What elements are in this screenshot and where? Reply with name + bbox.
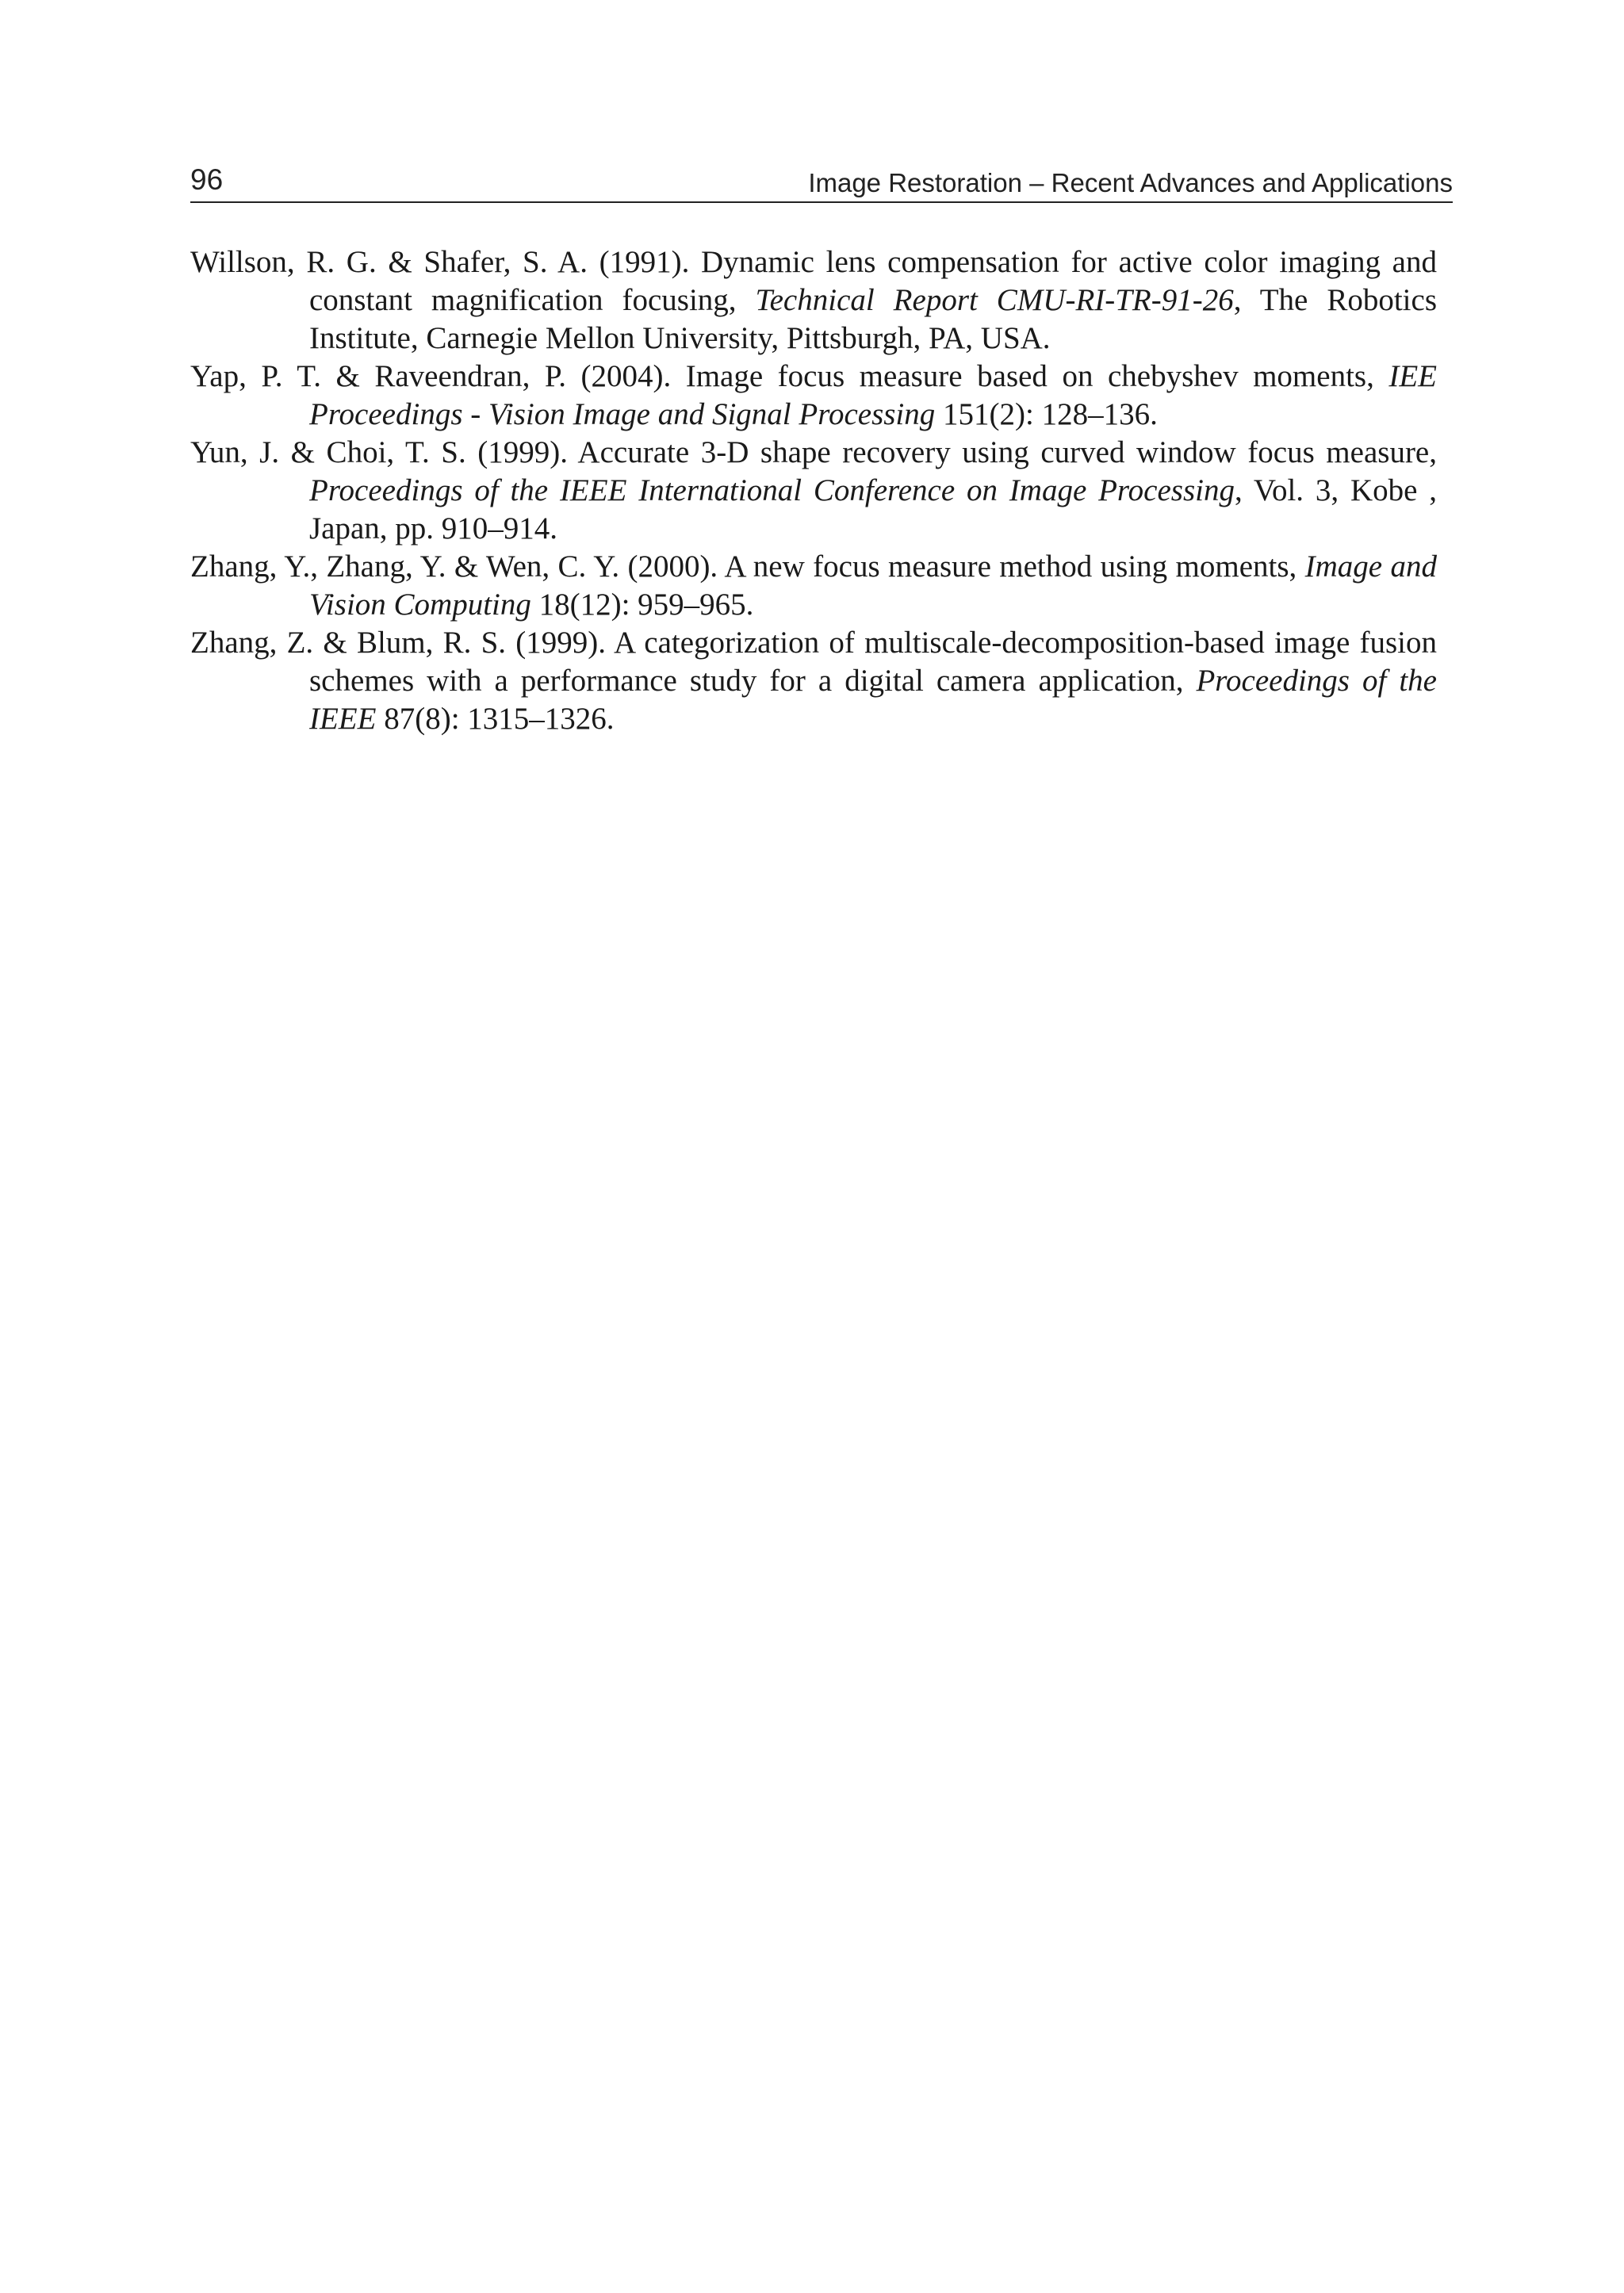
- reference-entry: [190, 358, 1437, 434]
- reference-authors-title: Yun, J. & Choi, T. S. (1999). Accurate 3-D shape recovery using curved window focus measure,: [190, 435, 1437, 469]
- reference-list: [190, 243, 1437, 738]
- reference-entry: [190, 548, 1437, 624]
- reference-source: IEE Proceedings - Vision Image and Signal Processing: [309, 359, 1437, 431]
- reference-details: 151(2): 128–136.: [935, 397, 1158, 431]
- reference-entry: [190, 624, 1437, 738]
- reference-details: , Vol. 3, Kobe , Japan, pp. 910–914.: [309, 473, 1437, 545]
- reference-source: Technical Report CMU-RI-TR-91-26: [755, 283, 1234, 317]
- reference-source: Proceedings of the IEEE International Conference on Image Processing: [309, 473, 1235, 507]
- reference-source: Proceedings of the IEEE: [309, 664, 1437, 736]
- page-header: [190, 162, 1453, 203]
- page-number: 96: [190, 163, 224, 196]
- reference-details: 87(8): 1315–1326.: [376, 702, 615, 736]
- reference-source: Image and Vision Computing: [309, 549, 1437, 622]
- reference-entry: [190, 434, 1437, 548]
- reference-authors-title: Zhang, Y., Zhang, Y. & Wen, C. Y. (2000). A new focus measure method using moments,: [190, 549, 1305, 584]
- reference-authors-title: Yap, P. T. & Raveendran, P. (2004). Image focus measure based on chebyshev moments,: [190, 359, 1389, 393]
- reference-authors-title: Zhang, Z. & Blum, R. S. (1999). A categorization of multiscale-decomposition-based image fusion schemes with a performance study for a digital camera application,: [190, 626, 1437, 698]
- reference-authors-title: Willson, R. G. & Shafer, S. A. (1991). Dynamic lens compensation for active color imaging and constant magnification focusing,: [190, 245, 1437, 317]
- reference-details: , The Robotics Institute, Carnegie Mellon University, Pittsburgh, PA, USA.: [309, 283, 1438, 355]
- reference-details: 18(12): 959–965.: [530, 588, 754, 622]
- reference-entry: [190, 243, 1437, 358]
- running-title: Image Restoration – Recent Advances and Applications: [808, 168, 1453, 197]
